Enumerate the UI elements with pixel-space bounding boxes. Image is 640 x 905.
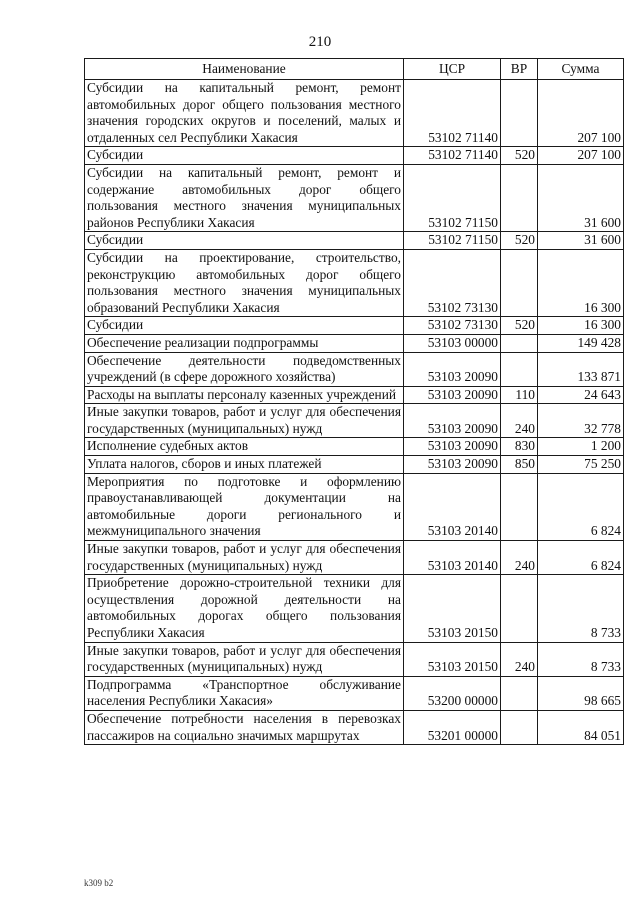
cell-csr: 53201 00000: [404, 710, 501, 744]
cell-sum: 98 665: [538, 676, 624, 710]
cell-sum: 6 824: [538, 541, 624, 575]
cell-vr: [501, 575, 538, 642]
table-row: [85, 386, 624, 404]
cell-name: Иные закупки товаров, работ и услуг для обеспечения государственных (муниципальных) нужд: [85, 541, 404, 575]
cell-vr: [501, 164, 538, 231]
cell-csr: 53103 20090: [404, 386, 501, 404]
cell-csr: 53102 71150: [404, 232, 501, 250]
cell-vr: 520: [501, 317, 538, 335]
cell-name: Приобретение дорожно-строительной техники для осуществления дорожной деятельности на автомобильных дорогах общего пользования Республики Хакасия: [85, 575, 404, 642]
cell-vr: [501, 80, 538, 147]
table-row: [85, 80, 624, 147]
cell-vr: [501, 710, 538, 744]
cell-sum: 8 733: [538, 575, 624, 642]
cell-csr: 53103 20090: [404, 456, 501, 474]
cell-vr: 520: [501, 147, 538, 165]
cell-name: Субсидии на капитальный ремонт, ремонт и содержание автомобильных дорог общего пользования местного значения муниципальных районов Республики Хакасия: [85, 164, 404, 231]
cell-name: Субсидии на капитальный ремонт, ремонт автомобильных дорог общего пользования местного значения городских округов и поселений, малых и отдаленных сел Республики Хакасия: [85, 80, 404, 147]
cell-csr: 53102 71150: [404, 164, 501, 231]
table-row: [85, 438, 624, 456]
cell-sum: 133 871: [538, 352, 624, 386]
table-row: [85, 642, 624, 676]
cell-sum: 24 643: [538, 386, 624, 404]
cell-sum: 75 250: [538, 456, 624, 474]
table-row: [85, 575, 624, 642]
cell-vr: 850: [501, 456, 538, 474]
cell-sum: 1 200: [538, 438, 624, 456]
header-vr: ВР: [501, 59, 538, 80]
header-name: Наименование: [85, 59, 404, 80]
table-row: [85, 404, 624, 438]
table-header: [85, 59, 624, 80]
cell-name: Обеспечение деятельности подведомственных учреждений (в сфере дорожного хозяйства): [85, 352, 404, 386]
table-row: [85, 352, 624, 386]
cell-sum: 8 733: [538, 642, 624, 676]
cell-csr: 53200 00000: [404, 676, 501, 710]
cell-vr: 830: [501, 438, 538, 456]
cell-name: Субсидии: [85, 147, 404, 165]
table-row: [85, 473, 624, 540]
table-row: [85, 676, 624, 710]
cell-sum: 32 778: [538, 404, 624, 438]
cell-name: Субсидии: [85, 317, 404, 335]
header-sum: Сумма: [538, 59, 624, 80]
cell-sum: 16 300: [538, 249, 624, 316]
cell-csr: 53103 20150: [404, 642, 501, 676]
table-body: [85, 80, 624, 745]
cell-csr: 53103 20090: [404, 404, 501, 438]
page-number: 210: [308, 34, 332, 50]
header-csr: ЦСР: [404, 59, 501, 80]
cell-name: Исполнение судебных актов: [85, 438, 404, 456]
cell-csr: 53103 20090: [404, 438, 501, 456]
budget-table: [84, 58, 624, 745]
cell-csr: 53103 20140: [404, 473, 501, 540]
cell-vr: [501, 249, 538, 316]
cell-name: Расходы на выплаты персоналу казенных учреждений: [85, 386, 404, 404]
table-row: [85, 249, 624, 316]
cell-sum: 207 100: [538, 80, 624, 147]
cell-sum: 149 428: [538, 334, 624, 352]
cell-sum: 31 600: [538, 232, 624, 250]
cell-vr: [501, 352, 538, 386]
cell-vr: 240: [501, 404, 538, 438]
table-row: [85, 147, 624, 165]
cell-vr: [501, 473, 538, 540]
table-row: [85, 710, 624, 744]
cell-csr: 53103 00000: [404, 334, 501, 352]
cell-name: Субсидии на проектирование, строительство, реконструкцию автомобильных дорог общего пользования местного значения муниципальных образований Республики Хакасия: [85, 249, 404, 316]
cell-csr: 53103 20150: [404, 575, 501, 642]
header-row: [85, 59, 624, 80]
cell-vr: 240: [501, 541, 538, 575]
cell-csr: 53102 71140: [404, 147, 501, 165]
cell-vr: [501, 334, 538, 352]
cell-name: Подпрограмма «Транспортное обслуживание населения Республики Хакасия»: [85, 676, 404, 710]
cell-name: Уплата налогов, сборов и иных платежей: [85, 456, 404, 474]
cell-vr: [501, 676, 538, 710]
cell-name: Иные закупки товаров, работ и услуг для обеспечения государственных (муниципальных) нужд: [85, 642, 404, 676]
cell-name: Иные закупки товаров, работ и услуг для обеспечения государственных (муниципальных) нужд: [85, 404, 404, 438]
cell-name: Мероприятия по подготовке и оформлению правоустанавливающей документации на автомобильные дороги регионального и межмуниципального значения: [85, 473, 404, 540]
cell-name: Обеспечение потребности населения в перевозках пассажиров на социально значимых маршрутах: [85, 710, 404, 744]
table-row: [85, 334, 624, 352]
table-row: [85, 456, 624, 474]
cell-csr: 53102 71140: [404, 80, 501, 147]
table-row: [85, 541, 624, 575]
cell-csr: 53103 20090: [404, 352, 501, 386]
footer-code: k309 b2: [84, 878, 114, 888]
cell-sum: 207 100: [538, 147, 624, 165]
cell-csr: 53102 73130: [404, 249, 501, 316]
cell-vr: 520: [501, 232, 538, 250]
table-row: [85, 164, 624, 231]
table-row: [85, 232, 624, 250]
cell-vr: 240: [501, 642, 538, 676]
cell-sum: 84 051: [538, 710, 624, 744]
cell-csr: 53103 20140: [404, 541, 501, 575]
table-row: [85, 317, 624, 335]
cell-csr: 53102 73130: [404, 317, 501, 335]
cell-sum: 31 600: [538, 164, 624, 231]
cell-sum: 6 824: [538, 473, 624, 540]
cell-name: Субсидии: [85, 232, 404, 250]
cell-sum: 16 300: [538, 317, 624, 335]
cell-name: Обеспечение реализации подпрограммы: [85, 334, 404, 352]
cell-vr: 110: [501, 386, 538, 404]
